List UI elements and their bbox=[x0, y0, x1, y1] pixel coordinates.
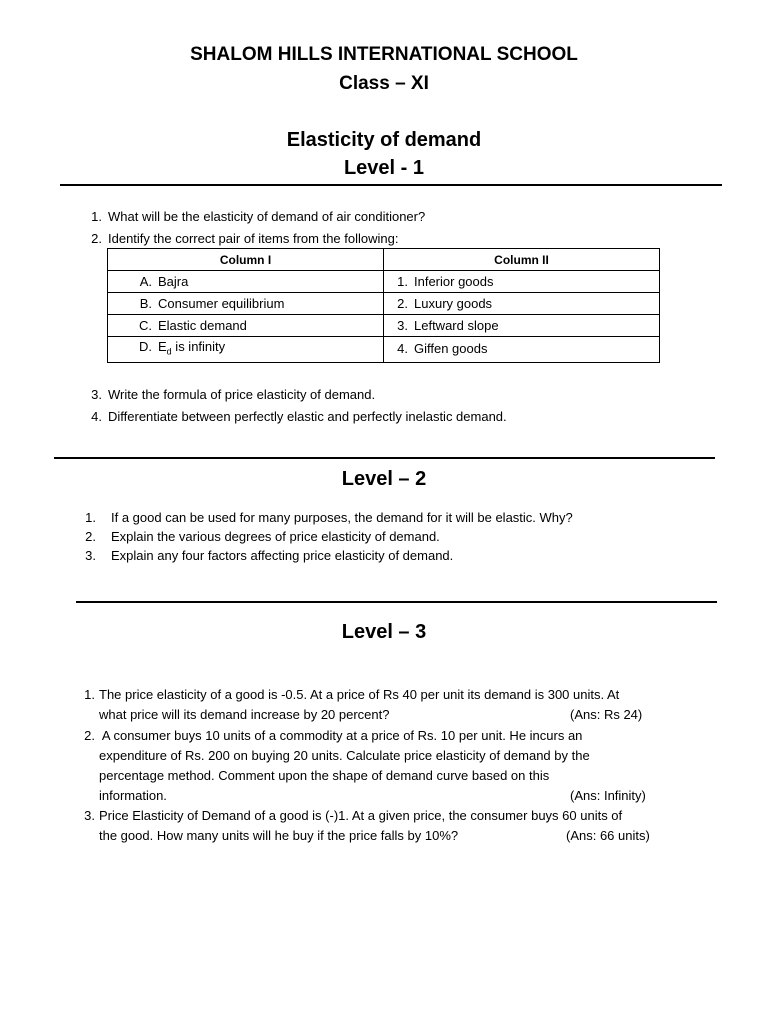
divider bbox=[60, 184, 722, 186]
class-label: Class – XI bbox=[339, 73, 429, 94]
table-cell: C. Elastic demand bbox=[108, 315, 384, 337]
column-header: Column II bbox=[384, 249, 660, 271]
table-cell: 3. Leftward slope bbox=[384, 315, 660, 337]
table-row bbox=[108, 293, 660, 315]
table-row bbox=[108, 271, 660, 293]
table-row bbox=[108, 315, 660, 337]
column-header: Column I bbox=[108, 249, 384, 271]
level-3-title: Level – 3 bbox=[341, 621, 427, 643]
table-cell: 2. Luxury goods bbox=[384, 293, 660, 315]
table-cell: A. Bajra bbox=[108, 271, 384, 293]
matching-table bbox=[107, 248, 660, 363]
table-row bbox=[108, 337, 660, 363]
divider bbox=[54, 457, 715, 459]
topic-title: Elasticity of demand bbox=[286, 129, 482, 151]
table-cell: 4. Giffen goods bbox=[384, 337, 660, 363]
table-cell: B. Consumer equilibrium bbox=[108, 293, 384, 315]
table-header-row bbox=[108, 249, 660, 271]
level-2-title: Level – 2 bbox=[341, 468, 427, 490]
divider bbox=[76, 601, 717, 603]
level-1-title: Level - 1 bbox=[343, 157, 425, 179]
answer-text: (Ans: Rs 24) bbox=[570, 707, 643, 722]
worksheet-page: SHALOM HILLS INTERNATIONAL SCHOOL Class – XI Elasticity of demand Level - 1 1. What will be the elasticity of demand of air conditioner? 2. Identify the correct pair of items from the following: Column I Column II A. Bajra 1. Inferior goods B. Consumer equilibrium 2. Luxury goods C. Elastic demand 3. Leftward slope D. $E_d$ is infinity 4. Giffen goods 3. Write the formula of price elasticity of demand. 4. Differentiate between perfectly elastic and perfectly inelastic demand. Level – 2 1. If a good can be used for many purposes, the demand for it will be elastic. Why? 2. Explain the various degrees of price elasticity of demand. 3. Explain any four factors affecting price elasticity of demand. Level – 3 1. The price elasticity of a good is -0.5. At a price of Rs 40 per unit its demand is 300 units. At what price will its demand increase by 20 percent? (Ans: Rs 24) 2. A consumer buys 10 units of a commodity at a price of Rs. 10 per unit. He incurs an expenditure of Rs. 200 on buying 20 units. Calculate price elasticity of demand by the percentage method. Comment upon the shape of demand curve based on this information. (Ans: Infinity) 3. Price Elasticity of Demand of a good is (-)1. At a given price, the consumer buys 60 units of the good. How many units will he buy if the price falls by 10%? (Ans: 66 units) bbox=[0, 0, 768, 1024]
answer-text: (Ans: Infinity) bbox=[570, 788, 646, 803]
table-cell: D. $E_d$ is infinity bbox=[108, 337, 384, 363]
table-cell: 1. Inferior goods bbox=[384, 271, 660, 293]
school-name: SHALOM HILLS INTERNATIONAL SCHOOL bbox=[190, 44, 578, 65]
answer-text: (Ans: 66 units) bbox=[566, 828, 650, 843]
